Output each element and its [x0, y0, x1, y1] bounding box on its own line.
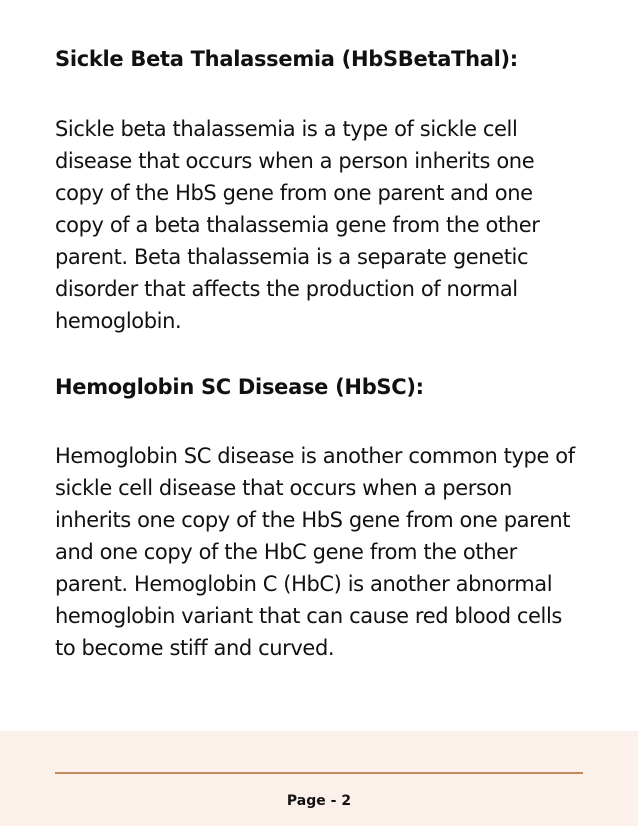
document-body [55, 40, 595, 664]
section-paragraph-sickle-beta-thalassemia: Sickle beta thalassemia is a type of sickle cell disease that occurs when a person inherits one copy of the HbS gene from one parent and one copy of a beta thalassemia gene from the other parent. Beta thalassemia is a separate genetic disorder that affects the production of normal hemoglobin. [55, 117, 540, 333]
section-heading-hemoglobin-sc-disease: Hemoglobin SC Disease (HbSC): [55, 375, 424, 399]
page-footer [0, 731, 638, 826]
section-paragraph-hemoglobin-sc-disease: Hemoglobin SC disease is another common type of sickle cell disease that occurs when a person inherits one copy of the HbS gene from one parent and one copy of the HbC gene from the other parent. Hemoglobin C (HbC) is another abnormal hemoglobin variant that can cause red blood cells to become stiff and curved. [55, 444, 575, 660]
page-number: Page - 2 [286, 793, 352, 809]
section-heading-sickle-beta-thalassemia: Sickle Beta Thalassemia (HbSBetaThal): [55, 47, 518, 71]
footer-divider [55, 772, 583, 774]
